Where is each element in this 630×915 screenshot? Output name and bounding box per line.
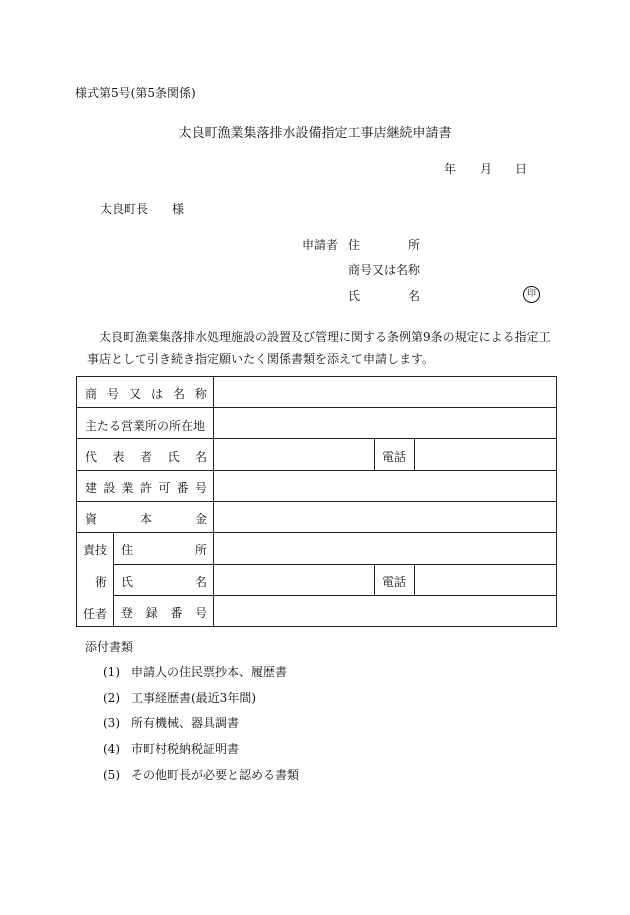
applicant-trade-name-label: 商号又は名称 [348, 263, 421, 277]
applicant-address-char-2: 所 [408, 238, 421, 252]
attachment-item: (2) 工事経歴書(最近3年間) [103, 691, 256, 705]
label-phone: 電話 [382, 450, 407, 464]
addressee-name: 太良町長 [100, 202, 149, 216]
applicant-address-char-1: 住 [348, 238, 361, 252]
label-engineer-2: 術 [95, 575, 108, 589]
date-month-label: 月 [480, 162, 493, 176]
application-table [76, 376, 557, 627]
label-trade-name: 商 号 又 は 名 称 [85, 387, 207, 401]
label-engineer-1: 責技 [83, 543, 108, 557]
attachment-item: (1) 申請人の住民票抄本、履歴書 [103, 665, 288, 679]
label-engineer-name: 氏 名 [121, 575, 207, 589]
addressee-honorific: 様 [172, 202, 185, 216]
label-engineer-registration-number: 登 録 番 号 [121, 606, 207, 620]
label-engineer-address: 住 所 [121, 543, 207, 557]
date-year-label: 年 [444, 162, 457, 176]
seal-mark: 印 [523, 286, 540, 303]
attachment-item: (3) 所有機械、器具調書 [103, 716, 240, 730]
label-engineer-3: 任者 [83, 607, 108, 621]
label-engineer-phone: 電話 [382, 575, 407, 589]
date-day-label: 日 [515, 162, 528, 176]
attachment-item: (4) 市町村税納税証明書 [103, 742, 240, 756]
applicant-name-char-1: 氏 [348, 289, 361, 303]
attachment-item: (5) その他町長が必要と認める書類 [103, 768, 300, 782]
label-representative-name: 代 表 者 氏 名 [85, 450, 207, 464]
applicant-name-char-2: 名 [408, 289, 421, 303]
application-statement: 太良町漁業集落排水処理施設の設置及び管理に関する条例第9条の規定による指定工事店として引き続き指定願いたく関係書類を添えて申請します。 [87, 330, 551, 366]
addressee [100, 200, 184, 217]
form-number: 様式第5号(第5条関係) [75, 86, 196, 100]
label-main-office-location: 主たる営業所の所在地 [85, 419, 206, 433]
label-capital: 資 本 金 [85, 512, 207, 526]
applicant-label: 申請者 [302, 238, 339, 252]
document-title: 太良町漁業集落排水設備指定工事店継続申請書 [178, 126, 452, 141]
label-construction-license-number: 建 設 業 許 可 番 号 [85, 481, 207, 495]
attachments-title: 添付書類 [85, 640, 134, 654]
